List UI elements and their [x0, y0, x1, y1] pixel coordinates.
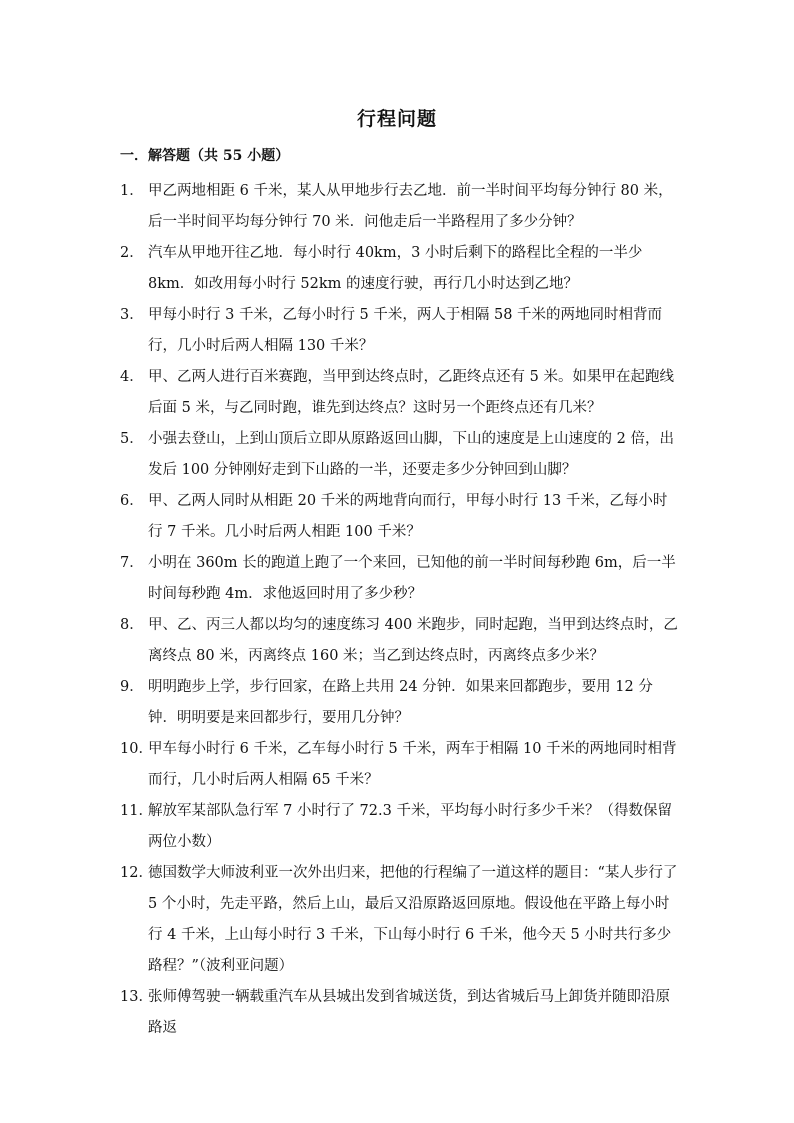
question-text: 甲、乙两人同时从相距 20 千米的两地背向而行，甲每小时行 13 千米，乙每小时行 7 千米。几小时后两人相距 100 千米？ — [148, 493, 668, 540]
question-text: 甲乙两地相距 6 千米，某人从甲地步行去乙地．前一半时间平均每分钟行 80 米，后一半时间平均每分钟行 70 米．问他走后一半路程用了多少分钟？ — [148, 183, 673, 230]
question-number: 6． — [120, 493, 144, 509]
question-text: 小强去登山，上到山顶后立即从原路返回山脚，下山的速度是上山速度的 2 倍，出发后 100 分钟刚好走到下山路的一半，还要走多少分钟回到山脚？ — [148, 431, 674, 478]
question-text: 甲、乙、丙三人都以均匀的速度练习 400 米跑步，同时起跑，当甲到达终点时，乙离终点 80 米，丙离终点 160 米；当乙到达终点时，丙离终点多少米？ — [148, 617, 678, 664]
question-item — [120, 610, 680, 672]
question-number: 4． — [120, 369, 144, 385]
question-item — [120, 982, 680, 1044]
question-text: 明明跑步上学，步行回家，在路上共用 24 分钟．如果来回都跑步，要用 12 分钟．明明要是来回都步行，要用几分钟？ — [148, 679, 653, 726]
question-list — [120, 176, 680, 1044]
question-item — [120, 734, 680, 796]
question-item — [120, 238, 680, 300]
question-text: 解放军某部队急行军 7 小时行了 72.3 千米，平均每小时行多少千米？（得数保留两位小数） — [148, 803, 672, 850]
question-number: 7． — [120, 555, 144, 571]
question-number: 8． — [120, 617, 144, 633]
question-item — [120, 300, 680, 362]
question-item — [120, 424, 680, 486]
question-text: 甲车每小时行 6 千米，乙车每小时行 5 千米，两车于相隔 10 千米的两地同时相背而行，几小时后两人相隔 65 千米？ — [148, 741, 677, 788]
section-heading: 一．解答题（共 55 小题） — [120, 148, 290, 164]
question-number: 5． — [120, 431, 144, 447]
question-number: 3． — [120, 307, 144, 323]
question-number: 11． — [120, 803, 153, 819]
question-item — [120, 672, 680, 734]
page-title: 行程问题 — [356, 108, 437, 130]
question-number: 2． — [120, 245, 144, 261]
question-item — [120, 176, 680, 238]
question-number: 12． — [120, 865, 153, 881]
question-item — [120, 486, 680, 548]
question-text: 汽车从甲地开往乙地．每小时行 40km，3 小时后剩下的路程比全程的一半少 8km．如改用每小时行 52km 的速度行驶，再行几小时达到乙地？ — [148, 245, 643, 292]
question-text: 甲每小时行 3 千米，乙每小时行 5 千米，两人于相隔 58 千米的两地同时相背而行，几小时后两人相隔 130 千米？ — [148, 307, 663, 354]
question-item — [120, 858, 680, 982]
question-number: 1． — [120, 183, 144, 199]
question-text: 小明在 360m 长的跑道上跑了一个来回，已知他的前一半时间每秒跑 6m，后一半时间每秒跑 4m．求他返回时用了多少秒？ — [148, 555, 676, 602]
question-number: 13． — [120, 989, 153, 1005]
question-text: 张师傅驾驶一辆载重汽车从县城出发到省城送货，到达省城后马上卸货并随即沿原路返 — [148, 989, 670, 1036]
question-item — [120, 548, 680, 610]
question-number: 10． — [120, 741, 153, 757]
question-item — [120, 362, 680, 424]
question-text: 德国数学大师波利亚一次外出归来，把他的行程编了一道这样的题目：“某人步行了 5 个小时，先走平路，然后上山，最后又沿原路返回原地。假设他在平路上每小时行 4 千米，上山每小时行 3 千米，下山每小时行 6 千米，他今天 5 小时共行多少路程？”（波利亚问题） — [148, 865, 678, 974]
question-number: 9． — [120, 679, 144, 695]
question-text: 甲、乙两人进行百米赛跑，当甲到达终点时，乙距终点还有 5 米。如果甲在起跑线后面 5 米，与乙同时跑，谁先到达终点？这时另一个距终点还有几米？ — [148, 369, 674, 416]
question-item — [120, 796, 680, 858]
